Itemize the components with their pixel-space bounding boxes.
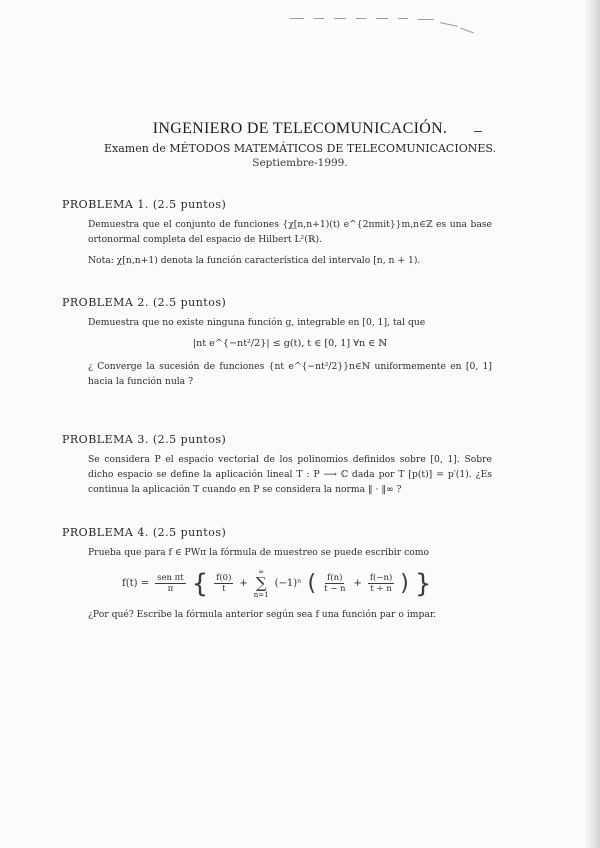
sum-symbol: ∑: [255, 574, 267, 592]
left-paren-icon: (: [307, 570, 317, 596]
sampling-formula: [122, 568, 492, 599]
sin-numerator: sen πt: [157, 573, 184, 583]
fn-fraction: [322, 573, 347, 594]
f0-numerator: f(0): [216, 573, 232, 583]
problem-3: [62, 433, 492, 497]
exam-subtitle: Examen de MÉTODOS MATEMÁTICOS DE TELECOMUNICACIONES.: [103, 142, 497, 155]
problem-2: [62, 296, 492, 389]
problem-2-title: PROBLEMA 2. (2.5 puntos): [62, 296, 227, 309]
right-brace-icon: }: [414, 568, 432, 599]
problem-3-text: Se considera P el espacio vectorial de los polinomios definidos sobre [0, 1]. Sobre dicho espacio se define la aplicación lineal T : P ⟶ ℂ dada por T [p(t)] = p′(1). ¿Es continua la aplicación T cuando en P se considera la norma ‖ · ‖∞ ?: [88, 454, 492, 495]
fmn-numerator: f(−n): [369, 573, 393, 583]
exam-date: Septiembre-1999.: [252, 157, 348, 169]
problem-1: [62, 198, 492, 268]
problem-4-text: Prueba que para f ∈ PWπ la fórmula de muestreo se puede escribir como: [88, 547, 429, 558]
f0-fraction: [214, 573, 233, 594]
problem-1-note: Nota: χ[n,n+1) denota la función característica del intervalo [n, n + 1).: [88, 255, 421, 266]
fmn-denominator: t + n: [370, 584, 392, 594]
right-paren-icon: ): [400, 570, 409, 596]
title-mark: [474, 131, 482, 132]
fn-numerator: f(n): [327, 573, 343, 583]
summation: [254, 568, 269, 599]
sin-fraction: [155, 573, 186, 594]
fn-denominator: t − n: [324, 584, 346, 594]
sum-upper: ∞: [258, 568, 265, 576]
sign-term: (−1)ⁿ: [274, 578, 302, 589]
problem-4: [62, 526, 492, 622]
sum-lower: n=1: [253, 591, 269, 599]
sin-denominator: π: [167, 584, 174, 594]
problem-2-formula: |nt e^{−nt²/2}| ≤ g(t), t ∈ [0, 1] ∀n ∈ ℕ: [192, 338, 388, 349]
exam-title: INGENIERO DE TELECOMUNICACIÓN.: [152, 120, 448, 137]
exam-header: [0, 120, 600, 169]
problem-2-text: Demuestra que no existe ninguna función g, integrable en [0, 1], tal que: [88, 317, 426, 328]
problem-2-question: ¿ Converge la sucesión de funciones {nt e^{−nt²/2}}n∈ℕ uniformemente en [0, 1] hacia la función nula ?: [88, 361, 492, 387]
f0-denominator: t: [222, 584, 226, 594]
left-brace-icon: {: [191, 568, 209, 599]
plus-sign: +: [239, 578, 248, 589]
top-scan-marks: [290, 10, 490, 40]
plus-sign-2: +: [353, 578, 362, 589]
problem-1-title: PROBLEMA 1. (2.5 puntos): [62, 198, 227, 211]
problem-3-title: PROBLEMA 3. (2.5 puntos): [62, 433, 227, 446]
problem-1-text: Demuestra que el conjunto de funciones {χ[n,n+1)(t) e^{2πmit}}m,n∈ℤ es una base ortonormal completa del espacio de Hilbert L²(ℝ).: [88, 219, 492, 245]
problem-4-title: PROBLEMA 4. (2.5 puntos): [62, 526, 227, 539]
fmn-fraction: [368, 573, 394, 594]
problem-4-question: ¿Por qué? Escribe la fórmula anterior según sea f una función par o impar.: [88, 609, 437, 620]
formula-lhs: f(t) =: [122, 578, 150, 589]
